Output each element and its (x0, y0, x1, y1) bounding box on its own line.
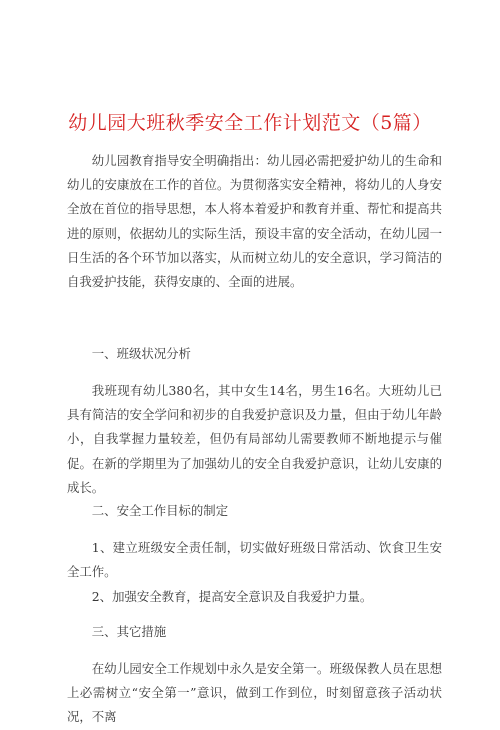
section-heading-goals: 二、安全工作目标的制定 (91, 503, 229, 518)
goal-item-2: 2、加强安全教育，提高安全意识及自我爱护力量。 (91, 589, 373, 604)
goal-item-1: 1、建立班级安全责任制，切实做好班级日常活动、饮食卫生安全工作。 (67, 540, 442, 580)
section-heading-class-analysis: 一、班级状况分析 (91, 346, 191, 361)
other-measures-paragraph: 在幼儿园安全工作规划中永久是安全第一。班级保教人员在思想上必需树立“安全第一”意识，做到工作到位，时刻留意孩子活动状况，不离 (67, 661, 442, 725)
intro-paragraph: 幼儿园教育指导安全明确指出：幼儿园必需把爱护幼儿的生命和幼儿的安康放在工作的首位。为贯彻落实安全精神，将幼儿的人身安全放在首位的指导思想，本人将本着爱护和教育并重、帮忙和提高共进的原则，依据幼儿的实际生活，预设丰富的安全活动，在幼儿园一日生活的各个环节加以落实，从而树立幼儿的安全意识，学习简洁的自我爱护技能，获得安康的、全面的进展。 (67, 153, 442, 290)
document-title: 幼儿园大班秋季安全工作计划范文（5篇） (68, 112, 432, 134)
section-heading-other-measures: 三、其它措施 (91, 624, 167, 639)
class-analysis-paragraph: 我班现有幼儿380名，其中女生14名，男生16名。大班幼儿已具有简洁的安全学问和初步的自我爱护意识及力量，但由于幼儿年龄小，自我掌握力量较差，但仍有局部幼儿需要教师不断地提示与催促。在新的学期里为了加强幼儿的安全自我爱护意识，让幼儿安康的成长。 (67, 383, 442, 495)
